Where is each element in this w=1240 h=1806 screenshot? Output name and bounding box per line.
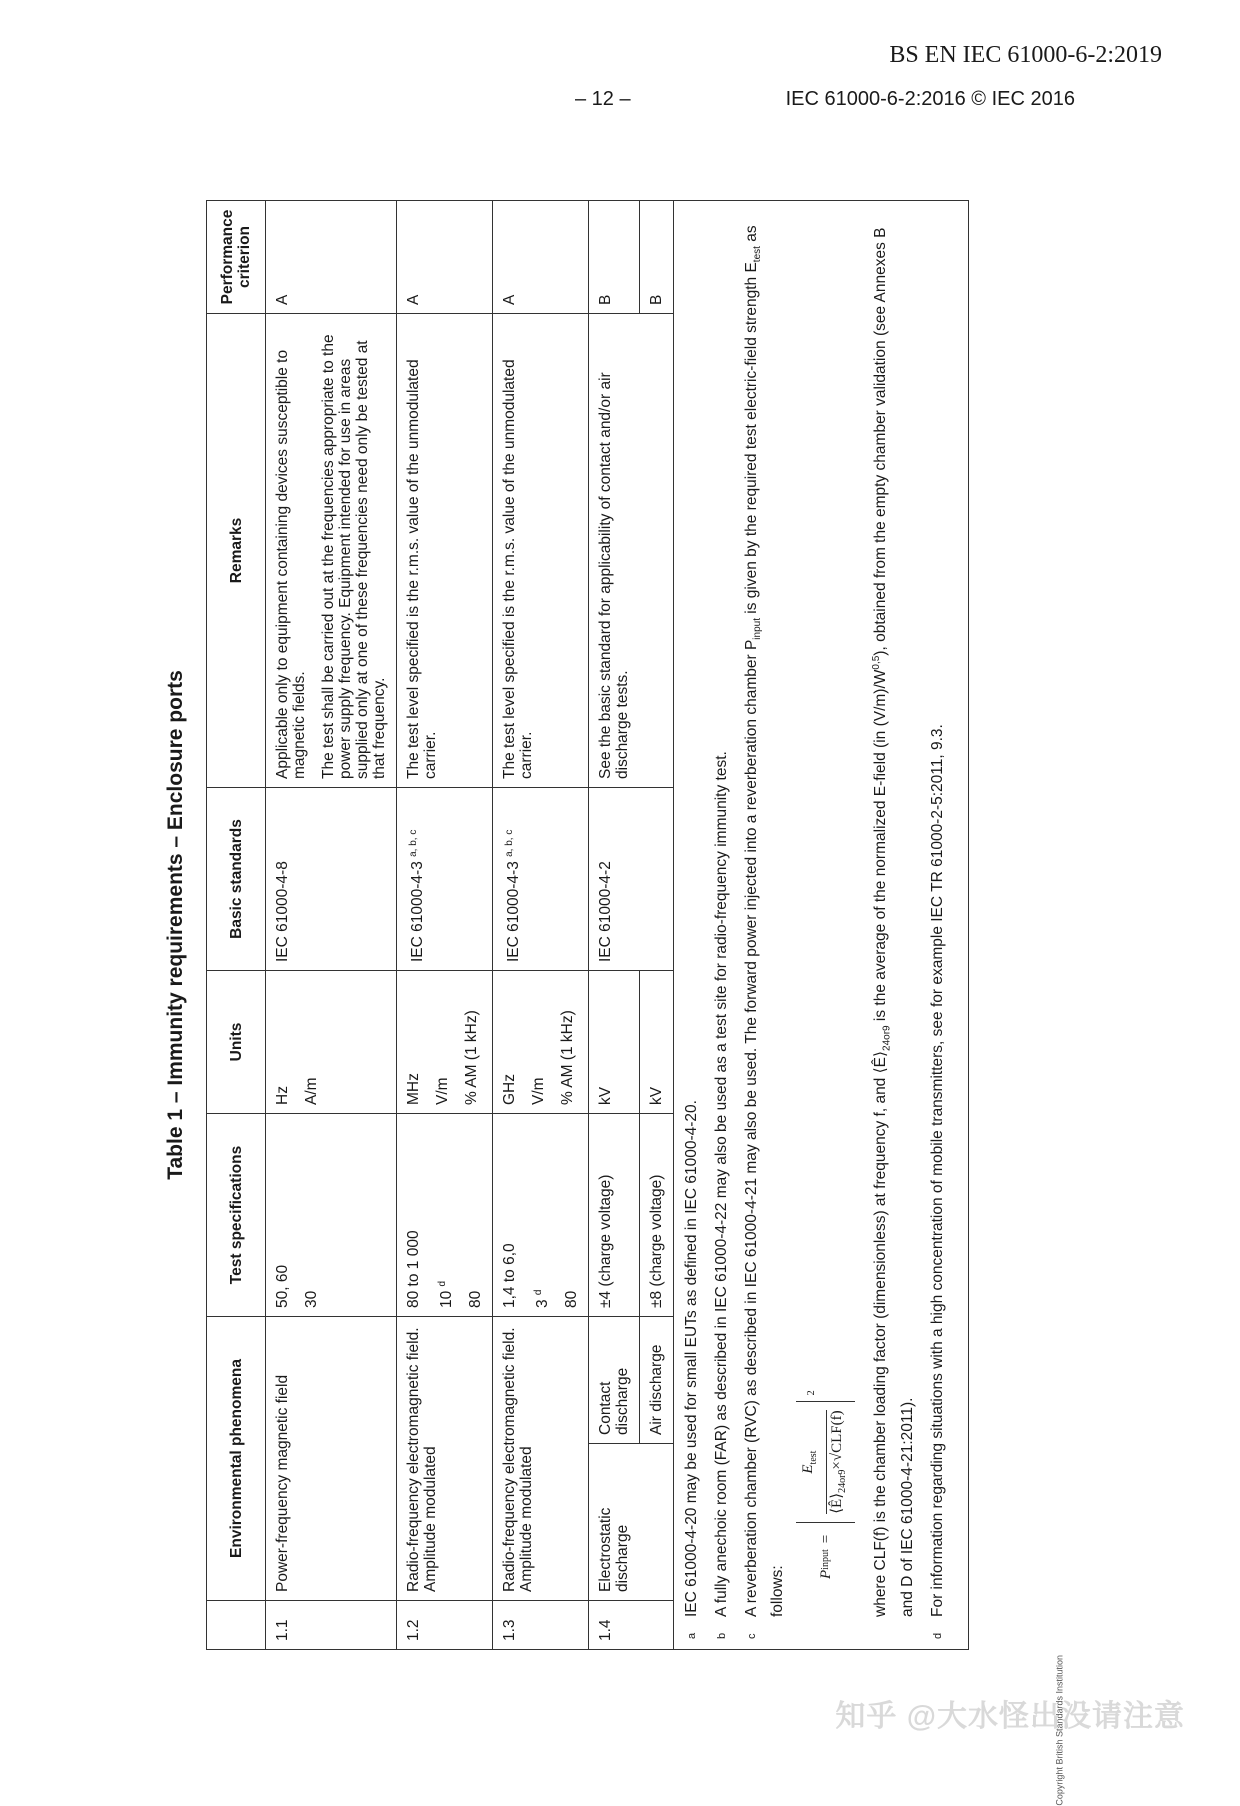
row-env-main: Electrostatic discharge xyxy=(589,1444,674,1601)
table-header-row xyxy=(207,201,266,1650)
row-env: Radio-frequency electromagnetic field. Amplitude modulated xyxy=(493,1317,589,1601)
table-row xyxy=(397,201,493,1650)
row-remarks: Applicable only to equipment containing devices susceptible to magnetic fields. The test shall be carried out at the frequencies appropriate to the power supply frequency. Equipment intended for use in areas supplied only at one of these frequencies need only be tested at that frequency. xyxy=(266,314,397,788)
header-test: Test specifications xyxy=(207,1114,266,1317)
side-copyright-note: Copyright British Standards Institution xyxy=(1055,1655,1065,1806)
header-basic: Basic standards xyxy=(207,788,266,971)
row-remarks: The test level specified is the r.m.s. value of the unmodulated carrier. xyxy=(493,314,589,788)
row-env-sub-air: Air discharge xyxy=(640,1317,674,1444)
row-perf: A xyxy=(493,201,589,314)
row-env: Power-frequency magnetic field xyxy=(266,1317,397,1601)
row-env-sub-contact: Contact discharge xyxy=(589,1317,640,1444)
row-test: 80 to 1 000 10 $^d$ 80 xyxy=(397,1114,493,1317)
note-d: d For information regarding situations with a high concentration of mobile transmitters, see for example IEC TR 61000-2-5:2011, 9.3. xyxy=(928,724,946,1639)
reverberation-formula: P input = $E_{test}$ $⟨Ê⟩_{24or9}\times√CLF(f)$ $^2$ xyxy=(796,211,855,1579)
row-basic: IEC 61000-4-3 $^{a, b, c}$ xyxy=(397,788,493,971)
row-units-contact: kV xyxy=(589,971,640,1114)
standard-number: BS EN IEC 61000-6-2:2019 xyxy=(889,42,1162,68)
table-row xyxy=(266,201,397,1650)
immunity-table xyxy=(206,200,969,1650)
row-basic: IEC 61000-4-3 $^{a, b, c}$ xyxy=(493,788,589,971)
row-remarks: See the basic standard for applicability of contact and/or air discharge tests. xyxy=(589,314,674,788)
row-units-air: kV xyxy=(640,971,674,1114)
row-no: 1.3 xyxy=(493,1601,589,1650)
table-notes xyxy=(674,201,968,1650)
row-units: GHz V/m % AM (1 kHz) xyxy=(493,971,589,1114)
header-units: Units xyxy=(207,971,266,1114)
header-perf: Performance criterion xyxy=(207,201,266,314)
row-perf-air: B xyxy=(640,201,674,314)
note-b: b A fully anechoic room (FAR) as described in IEC 61000-4-22 may also be used as a test site for radio-frequency immunity test. xyxy=(713,751,731,1639)
page-number: – 12 – xyxy=(575,88,631,110)
row-perf: A xyxy=(397,201,493,314)
table-row xyxy=(589,201,640,1650)
row-no: 1.1 xyxy=(266,1601,397,1650)
row-units: Hz A/m xyxy=(266,971,397,1114)
row-test: 50, 60 30 xyxy=(266,1114,397,1317)
header-no xyxy=(207,1601,266,1650)
note-a: a IEC 61000-4-20 may be used for small EUTs as defined in IEC 61000-4-20. xyxy=(683,1100,701,1639)
row-no: 1.2 xyxy=(397,1601,493,1650)
row-no: 1.4 xyxy=(589,1601,674,1650)
header-remarks: Remarks xyxy=(207,314,266,788)
row-units: MHz V/m % AM (1 kHz) xyxy=(397,971,493,1114)
watermark: 知乎 @大水怪出没请注意 xyxy=(835,1700,1185,1733)
table-row xyxy=(493,201,589,1650)
row-env: Radio-frequency electromagnetic field. Amplitude modulated xyxy=(397,1317,493,1601)
row-basic: IEC 61000-4-8 xyxy=(266,788,397,971)
row-test-contact: ±4 (charge voltage) xyxy=(589,1114,640,1317)
header-env: Environmental phenomena xyxy=(207,1317,266,1601)
table-notes-row xyxy=(674,201,968,1650)
rotated-table-sheet xyxy=(160,200,1040,1650)
table-title: Table 1 – Immunity requirements – Enclosure ports xyxy=(164,670,187,1180)
row-basic: IEC 61000-4-2 xyxy=(589,788,674,971)
row-test: 1,4 to 6,0 3 $^d$ 80 xyxy=(493,1114,589,1317)
copyright-line: IEC 61000-6-2:2016 © IEC 2016 xyxy=(785,88,1075,110)
row-test-air: ±8 (charge voltage) xyxy=(640,1114,674,1317)
row-perf-contact: B xyxy=(589,201,640,314)
row-remarks: The test level specified is the r.m.s. value of the unmodulated carrier. xyxy=(397,314,493,788)
row-perf: A xyxy=(266,201,397,314)
note-c: c A reverberation chamber (RVC) as described in IEC 61000-4-21 may also be used. The forward power injected into a reverberation chamber $P_{input}$ is given by the required test electric-field strength $E_{test}$ as follows: P input = $E_{test}$ $⟨Ê⟩_{24or9}\times√CLF(f)$ $^2$ where CLF(f) is the chamber loading factor (dimensionless) at frequency f, and $⟨Ê⟩_{24or9}$ is the average of the normalized E-field (in $(V/m)/W^{0,5}$), obtained from the empty chamber validation (see Annexes B and D of IEC 61000-4-21:2011). xyxy=(742,211,917,1639)
